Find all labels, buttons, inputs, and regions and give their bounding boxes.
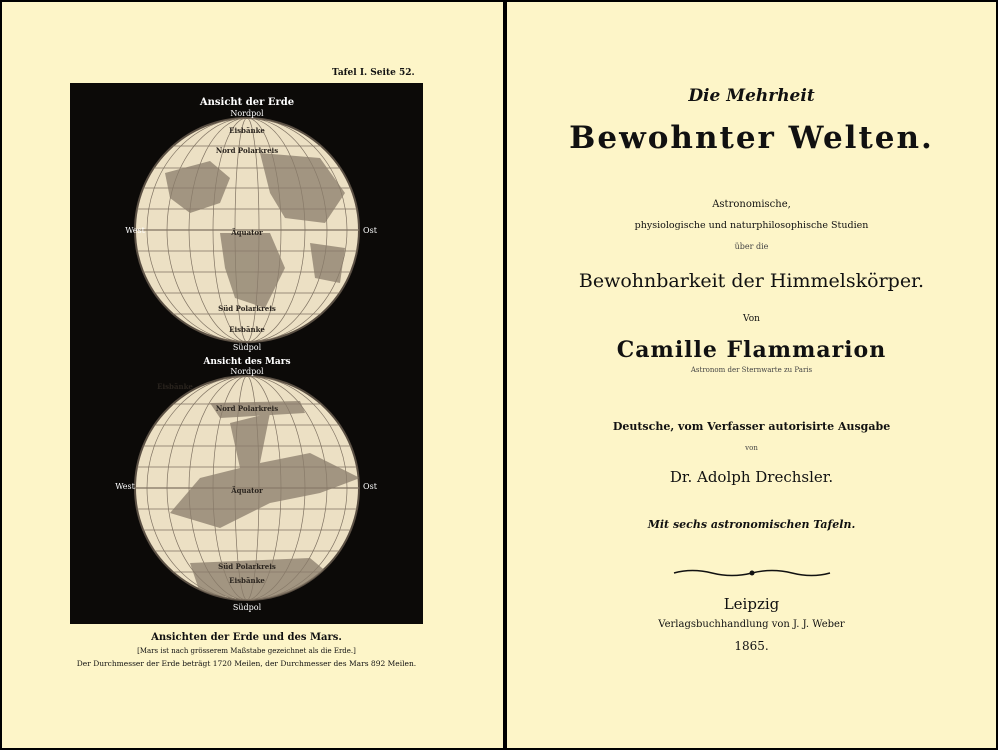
- earth-title-label: Ansicht der Erde: [199, 97, 295, 108]
- plate-diameter: Der Durchmesser der Erde beträgt 1720 Meilen, der Durchmesser des Mars 892 Meilen.: [76, 659, 417, 668]
- subtitle-3: über die: [734, 242, 769, 251]
- plate-caption: Ansichten der Erde und des Mars.: [151, 632, 342, 643]
- mars-west-label: West: [115, 482, 135, 491]
- author-name: Camille Flammarion: [616, 337, 887, 363]
- mars-north-pole-label: Nordpol: [230, 367, 264, 376]
- from-label: von: [745, 444, 758, 452]
- mars-south-polar-label: Süd Polarkreis: [218, 562, 276, 571]
- plate-note: [Mars ist nach grösserem Maßstabe gezeichnet als die Erde.]: [137, 647, 356, 655]
- earth-east-label: Ost: [363, 226, 377, 235]
- edition-line: Deutsche, vom Verfasser autorisirte Ausgabe: [612, 420, 891, 433]
- ornament-divider: [672, 566, 832, 580]
- earth-north-polar-label: Nord Polarkreis: [215, 146, 279, 155]
- earth-ice-south-label: Eisbänke: [229, 325, 265, 334]
- mars-north-polar-label: Nord Polarkreis: [215, 404, 279, 413]
- left-page: [2, 2, 503, 748]
- year-label: 1865.: [734, 639, 769, 653]
- by-label: Von: [743, 314, 760, 324]
- earth-equator-label: Äquator: [231, 228, 263, 237]
- translator-name: Dr. Adolph Drechsler.: [669, 468, 834, 486]
- mars-south-pole-label: Südpol: [232, 603, 262, 612]
- mars-equator-label: Äquator: [231, 486, 263, 495]
- plate-image: [70, 83, 423, 624]
- plates-line: Mit sechs astronomischen Tafeln.: [647, 518, 856, 531]
- earth-ice-north-label: Eisbänke: [229, 126, 265, 135]
- earth-south-polar-label: Süd Polarkreis: [218, 304, 276, 313]
- right-page: [507, 2, 996, 748]
- title-line-2: Bewohnter Welten.: [569, 120, 934, 156]
- mars-title-label: Ansicht des Mars: [203, 357, 291, 367]
- author-note: Astronom der Sternwarte zu Paris: [690, 366, 813, 374]
- globes-figure: [70, 83, 423, 624]
- topic-line: Bewohnbarkeit der Himmelskörper.: [578, 270, 925, 292]
- subtitle-2: physiologische und naturphilosophische Studien: [634, 220, 869, 231]
- subtitle-1: Astronomische,: [712, 199, 791, 210]
- earth-south-pole-label: Südpol: [232, 343, 262, 352]
- earth-west-label: West: [125, 226, 145, 235]
- mars-ice-south-label: Eisbänke: [229, 576, 265, 585]
- plate-number: Tafel I. Seite 52.: [332, 68, 415, 78]
- earth-north-pole-label: Nordpol: [230, 109, 264, 118]
- publisher-line: Verlagsbuchhandlung von J. J. Weber: [658, 619, 845, 630]
- mars-east-label: Ost: [363, 482, 377, 491]
- title-line-1: Die Mehrheit: [688, 86, 815, 106]
- mars-ice-north-label: Eisbänke: [157, 382, 193, 391]
- place-label: Leipzig: [723, 595, 780, 613]
